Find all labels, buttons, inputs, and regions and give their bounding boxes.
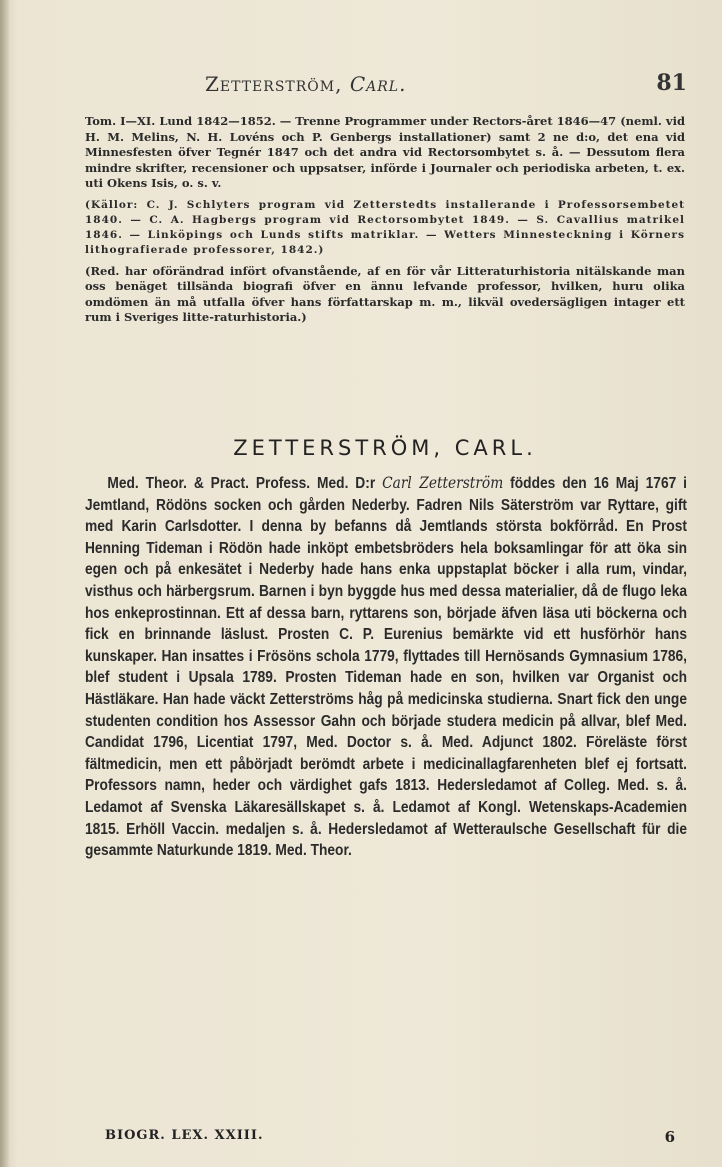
previous-entry-sources: (Källor: C. J. Schlyters program vid Zetterstedts installerande i Professorsembetet 1840. — C. A. Hagbergs program vid Rectorsombytet 1849. — S. Cavallius matrikel 1846. — Linköpings och Lunds stifts matriklar. — Wetters Minnesteckning i Körners lithografierade professorer, 1842.) (85, 198, 685, 256)
entry-heading: ZETTERSTRÖM, CARL. (233, 436, 537, 460)
previous-entry-works: Tom. I—XI. Lund 1842—1852. — Trenne Programmer under Rectors-året 1846—47 (neml. vid H. M. Melins, N. H. Lovéns och P. Genbergs installationer) samt 2 ne d:o, det ena vid Minnesfesten öfver Tegnér 1847 och det andra vid Rectorsombytet s. å. — Dessutom flera mindre skrifter, recensioner och uppsatser, införde i Journaler och periodiska arbeten, t. ex. uti Okens Isis, o. s. v. (85, 114, 685, 190)
running-head-given-name: Carl. (349, 72, 407, 96)
page-number: 81 (656, 70, 687, 96)
entry-paragraph (85, 472, 687, 862)
running-head-surname: etterström (219, 72, 336, 96)
entry-text-start: Med. Theor. & Pract. Profess. Med. D:r (107, 475, 383, 492)
signature-mark: BIOGR. LEX. XXIII. (105, 1128, 264, 1143)
entry-text-rest: föddes den 16 Maj 1767 i Jemtland, Rödöns socken och gården Nederby. Fadren Nils Säterström var Ryttare, gift med Karin Carlsdotter. I denna by befanns då Jemtlands största bokförråd. En Prost Henning Tideman i Rödön hade inköpt embetsbröders hela boksamlingar för att öka sin egen och på enkesätet i Nederby hade hans enka uppstaplat böcker i alla rum, vindar, visthus och härbergsrum. Barnen i byn byggde hus med dessa materialier, då de flugo leka hos enkeprostinnan. Ett af dessa barn, ryttarens son, började äfven läsa uti böckerna och fick en brinnande läslust. Prosten C. P. Eurenius bemärkte vid ett husförhör hans kunskaper. Han insattes i Frösöns schola 1779, flyttades till Hernösands Gymnasium 1786, blef student i Upsala 1789. Prosten Tideman hade en son, hvilken var Organist och Hästläkare. Han hade väckt Zetterströms håg på medicinska studierna. Snart fick den unge studenten condition hos Assessor Gahn och började studera medicin på allvar, blef Med. Candidat 1796, Licentiat 1797, Med. Doctor s. å. Med. Adjunct 1802. Föreläste först fältmedicin, men ett påbörjadt berömdt arbete i medicinallagfarenheten blef ej fortsatt. Professors namn, heder och värdighet gafs 1813. Hedersledamot af Colleg. Med. s. å. Ledamot af Svenska Läkaresällskapet s. å. Ledamot af Kongl. Wetenskaps-Academien 1815. Erhöll Vaccin. medaljen s. å. Hedersledamot af Wetteraulsche Gesellschaft für die gesammte Naturkunde 1819. Med. Theor. (85, 475, 687, 860)
editorial-note: (Red. har oförändrad infört ofvanstående, af en för vår Litteraturhistoria nitälskande man oss benäget tillsända biografi öfver en ännu lefvande professor, hvilken, huru olika omdömen än må utfalla öfver hans författarskap m. m., likväl ovedersägligen intager ett rum i Sveriges litte-raturhistoria.) (85, 263, 685, 324)
running-head-initial: Z (205, 72, 220, 96)
previous-entry (85, 114, 685, 332)
page-footer (85, 1128, 685, 1152)
entry-name-italic: Carl Zetterström (382, 473, 504, 492)
entry-body (85, 472, 687, 862)
running-head (85, 72, 685, 102)
sheet-number: 6 (664, 1128, 675, 1146)
running-head-title: Zetterström, Carl. (205, 72, 407, 96)
